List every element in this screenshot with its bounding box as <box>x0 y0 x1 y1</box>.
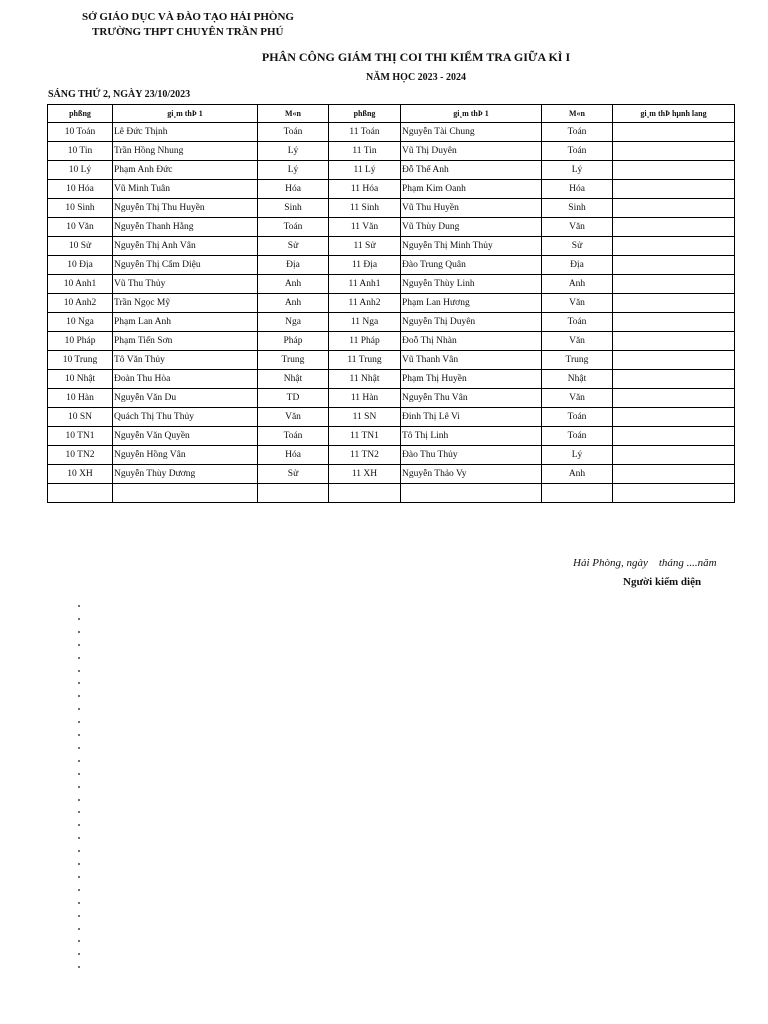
cell-subject-10: Hóa <box>258 446 329 465</box>
cell-proctor-10: Nguyễn Văn Quyền <box>113 427 258 446</box>
guide-dot <box>78 631 80 633</box>
cell-proctor-10 <box>113 484 258 503</box>
cell-subject-10 <box>258 484 329 503</box>
place-date-line: Hải Phòng, ngày tháng ....năm <box>573 557 717 569</box>
cell-subject-10: Nga <box>258 313 329 332</box>
cell-subject-10: Toán <box>258 427 329 446</box>
cell-room-10: 10 TN1 <box>48 427 113 446</box>
cell-room-11: 11 Văn <box>329 218 401 237</box>
cell-subject-10: Nhật <box>258 370 329 389</box>
table-row <box>48 351 735 370</box>
cell-proctor-10: Nguyễn Thùy Dương <box>113 465 258 484</box>
cell-subject-10: Sử <box>258 465 329 484</box>
table-row <box>48 465 735 484</box>
guide-dot <box>78 824 80 826</box>
table-row <box>48 408 735 427</box>
cell-room-10: 10 Hóa <box>48 180 113 199</box>
cell-hallway-proctor <box>613 199 735 218</box>
guide-dot <box>78 708 80 710</box>
guide-dot <box>78 618 80 620</box>
cell-proctor-11: Đào Trung Quân <box>401 256 542 275</box>
cell-proctor-10: Vũ Thu Thủy <box>113 275 258 294</box>
cell-proctor-11: Nguyễn Tài Chung <box>401 123 542 142</box>
guide-dot <box>78 837 80 839</box>
cell-proctor-11: Vũ Thùy Dung <box>401 218 542 237</box>
cell-room-10 <box>48 484 113 503</box>
cell-subject-11: Anh <box>542 465 613 484</box>
cell-proctor-10: Nguyễn Thị Thu Huyền <box>113 199 258 218</box>
guide-dot <box>78 760 80 762</box>
cell-hallway-proctor <box>613 256 735 275</box>
cell-proctor-11: Nguyễn Thảo Vy <box>401 465 542 484</box>
table-row <box>48 332 735 351</box>
table-row <box>48 199 735 218</box>
cell-proctor-11: Nguyễn Thị Duyên <box>401 313 542 332</box>
cell-hallway-proctor <box>613 294 735 313</box>
cell-room-11: 11 Trung <box>329 351 401 370</box>
cell-subject-11: Anh <box>542 275 613 294</box>
cell-hallway-proctor <box>613 218 735 237</box>
header-room-10: phßng <box>48 105 113 123</box>
guide-dot <box>78 915 80 917</box>
table-row <box>48 142 735 161</box>
table-row <box>48 237 735 256</box>
cell-proctor-11: Phạm Kim Oanh <box>401 180 542 199</box>
table-row <box>48 389 735 408</box>
cell-room-11: 11 Hàn <box>329 389 401 408</box>
cell-room-11: 11 Tin <box>329 142 401 161</box>
table-row <box>48 123 735 142</box>
cell-room-11: 11 Anh2 <box>329 294 401 313</box>
cell-hallway-proctor <box>613 123 735 142</box>
table-row <box>48 446 735 465</box>
guide-dot <box>78 786 80 788</box>
table-row <box>48 370 735 389</box>
cell-room-11: 11 Sử <box>329 237 401 256</box>
cell-room-10: 10 Văn <box>48 218 113 237</box>
cell-hallway-proctor <box>613 389 735 408</box>
cell-room-10: 10 Nhật <box>48 370 113 389</box>
cell-subject-11: Sử <box>542 237 613 256</box>
cell-room-10: 10 Anh1 <box>48 275 113 294</box>
cell-proctor-11: Phạm Lan Hương <box>401 294 542 313</box>
cell-proctor-10: Trần Hồng Nhung <box>113 142 258 161</box>
cell-room-10: 10 Nga <box>48 313 113 332</box>
table-header-row <box>48 105 735 123</box>
assignment-table <box>47 104 735 503</box>
cell-proctor-10: Tô Văn Thủy <box>113 351 258 370</box>
cell-proctor-11: Nguyễn Thị Minh Thủy <box>401 237 542 256</box>
cell-hallway-proctor <box>613 180 735 199</box>
school-year: NĂM HỌC 2023 - 2024 <box>366 72 466 83</box>
cell-room-11: 11 Lý <box>329 161 401 180</box>
guide-dot <box>78 747 80 749</box>
cell-proctor-10: Đoàn Thu Hòa <box>113 370 258 389</box>
cell-subject-10: Lý <box>258 161 329 180</box>
cell-room-10: 10 Sử <box>48 237 113 256</box>
cell-subject-10: Pháp <box>258 332 329 351</box>
cell-room-11: 11 SN <box>329 408 401 427</box>
guide-dot <box>78 850 80 852</box>
session-label: SÁNG THỨ 2, NGÀY 23/10/2023 <box>48 89 191 100</box>
cell-subject-10: Lý <box>258 142 329 161</box>
table-row <box>48 275 735 294</box>
guide-dot <box>78 773 80 775</box>
cell-proctor-10: Phạm Tiến Sơn <box>113 332 258 351</box>
department-name: SỞ GIÁO DỤC VÀ ĐÀO TẠO HẢI PHÒNG <box>82 11 294 23</box>
cell-proctor-11: Tô Thị Linh <box>401 427 542 446</box>
guide-dot <box>78 811 80 813</box>
cell-subject-11: Toán <box>542 142 613 161</box>
cell-subject-10: Anh <box>258 275 329 294</box>
document-title: PHÂN CÔNG GIÁM THỊ COI THI KIỂM TRA GIỮA KÌ I <box>261 50 571 64</box>
cell-room-10: 10 Hàn <box>48 389 113 408</box>
cell-room-11 <box>329 484 401 503</box>
header-proctor-11: gi¸m thÞ 1 <box>401 105 542 123</box>
cell-proctor-10: Nguyễn Văn Du <box>113 389 258 408</box>
cell-room-11: 11 Toán <box>329 123 401 142</box>
cell-proctor-11: Nguyễn Thùy Linh <box>401 275 542 294</box>
cell-subject-11: Toán <box>542 123 613 142</box>
cell-proctor-10: Nguyễn Thanh Hằng <box>113 218 258 237</box>
guide-dot <box>78 721 80 723</box>
cell-subject-10: TD <box>258 389 329 408</box>
cell-room-10: 10 Lý <box>48 161 113 180</box>
header-room-11: phßng <box>329 105 401 123</box>
cell-subject-11: Sinh <box>542 199 613 218</box>
guide-dot <box>78 695 80 697</box>
header-hallway-proctor: gi¸m thÞ hµnh lang <box>613 105 735 123</box>
guide-dot <box>78 876 80 878</box>
cell-subject-11: Toán <box>542 313 613 332</box>
table-row <box>48 313 735 332</box>
cell-proctor-11: Vũ Thu Huyền <box>401 199 542 218</box>
cell-subject-11: Nhật <box>542 370 613 389</box>
cell-room-10: 10 XH <box>48 465 113 484</box>
guide-dot <box>78 889 80 891</box>
cell-subject-11: Toán <box>542 427 613 446</box>
cell-subject-10: Toán <box>258 218 329 237</box>
table-row <box>48 294 735 313</box>
cell-subject-11: Lý <box>542 161 613 180</box>
guide-dot <box>78 902 80 904</box>
cell-subject-10: Văn <box>258 408 329 427</box>
cell-subject-10: Hóa <box>258 180 329 199</box>
table-row <box>48 256 735 275</box>
cell-proctor-10: Nguyễn Thị Cẩm Diệu <box>113 256 258 275</box>
cell-proctor-10: Trần Ngọc Mỹ <box>113 294 258 313</box>
cell-subject-11: Văn <box>542 389 613 408</box>
cell-room-10: 10 Anh2 <box>48 294 113 313</box>
cell-subject-11: Lý <box>542 446 613 465</box>
table-row <box>48 161 735 180</box>
header-subject-11: M«n <box>542 105 613 123</box>
cell-hallway-proctor <box>613 370 735 389</box>
guide-dot <box>78 734 80 736</box>
table-row <box>48 180 735 199</box>
cell-hallway-proctor <box>613 161 735 180</box>
cell-proctor-10: Nguyễn Hồng Vân <box>113 446 258 465</box>
cell-subject-11: Văn <box>542 218 613 237</box>
table-row <box>48 484 735 503</box>
cell-proctor-11: Đinh Thị Lê Vi <box>401 408 542 427</box>
cell-subject-11: Văn <box>542 294 613 313</box>
cell-room-10: 10 Địa <box>48 256 113 275</box>
cell-proctor-11: Đoỗ Thị Nhàn <box>401 332 542 351</box>
cell-proctor-10: Nguyễn Thị Anh Vân <box>113 237 258 256</box>
guide-dot <box>78 928 80 930</box>
cell-room-11: 11 TN2 <box>329 446 401 465</box>
cell-subject-10: Sinh <box>258 199 329 218</box>
guide-dot <box>78 799 80 801</box>
cell-hallway-proctor <box>613 408 735 427</box>
cell-room-10: 10 Pháp <box>48 332 113 351</box>
cell-hallway-proctor <box>613 237 735 256</box>
cell-proctor-11: Đỗ Thế Anh <box>401 161 542 180</box>
guide-dot <box>78 644 80 646</box>
guide-dot <box>78 682 80 684</box>
cell-proctor-10: Vũ Minh Tuân <box>113 180 258 199</box>
cell-subject-10: Địa <box>258 256 329 275</box>
cell-proctor-11: Nguyễn Thu Vân <box>401 389 542 408</box>
cell-room-11: 11 Nhật <box>329 370 401 389</box>
cell-hallway-proctor <box>613 446 735 465</box>
guide-dot <box>78 605 80 607</box>
cell-hallway-proctor <box>613 427 735 446</box>
guide-dot <box>78 966 80 968</box>
cell-subject-11 <box>542 484 613 503</box>
cell-room-11: 11 XH <box>329 465 401 484</box>
cell-room-10: 10 Sinh <box>48 199 113 218</box>
cell-subject-11: Trung <box>542 351 613 370</box>
guide-dot <box>78 953 80 955</box>
cell-proctor-11: Vũ Thanh Vân <box>401 351 542 370</box>
header-subject-10: M«n <box>258 105 329 123</box>
cell-room-10: 10 SN <box>48 408 113 427</box>
cell-room-10: 10 Toán <box>48 123 113 142</box>
cell-subject-11: Toán <box>542 408 613 427</box>
cell-room-10: 10 Tin <box>48 142 113 161</box>
cell-hallway-proctor <box>613 465 735 484</box>
cell-subject-10: Trung <box>258 351 329 370</box>
table-body <box>48 123 735 503</box>
cell-proctor-11: Vũ Thị Duyên <box>401 142 542 161</box>
cell-room-11: 11 Pháp <box>329 332 401 351</box>
cell-hallway-proctor <box>613 313 735 332</box>
guide-dot <box>78 670 80 672</box>
cell-subject-11: Văn <box>542 332 613 351</box>
cell-proctor-10: Quách Thị Thu Thủy <box>113 408 258 427</box>
table-row <box>48 218 735 237</box>
cell-subject-11: Hóa <box>542 180 613 199</box>
cell-room-11: 11 Hóa <box>329 180 401 199</box>
cell-hallway-proctor <box>613 275 735 294</box>
cell-room-11: 11 Anh1 <box>329 275 401 294</box>
cell-room-10: 10 TN2 <box>48 446 113 465</box>
cell-hallway-proctor <box>613 142 735 161</box>
cell-room-11: 11 TN1 <box>329 427 401 446</box>
signer-title: Người kiểm diện <box>623 576 702 588</box>
cell-proctor-11 <box>401 484 542 503</box>
header-proctor-10: gi¸m thÞ 1 <box>113 105 258 123</box>
cell-room-10: 10 Trung <box>48 351 113 370</box>
guide-dot <box>78 940 80 942</box>
cell-subject-11: Địa <box>542 256 613 275</box>
cell-room-11: 11 Sinh <box>329 199 401 218</box>
cell-room-11: 11 Nga <box>329 313 401 332</box>
table-row <box>48 427 735 446</box>
school-name: TRƯỜNG THPT CHUYÊN TRẦN PHÚ <box>92 26 284 38</box>
cell-proctor-11: Phạm Thị Huyền <box>401 370 542 389</box>
cell-hallway-proctor <box>613 332 735 351</box>
cell-proctor-10: Phạm Anh Đức <box>113 161 258 180</box>
guide-dot <box>78 863 80 865</box>
cell-proctor-11: Đào Thu Thủy <box>401 446 542 465</box>
cell-subject-10: Sử <box>258 237 329 256</box>
guide-dot <box>78 657 80 659</box>
cell-room-11: 11 Địa <box>329 256 401 275</box>
cell-subject-10: Toán <box>258 123 329 142</box>
cell-proctor-10: Phạm Lan Anh <box>113 313 258 332</box>
cell-subject-10: Anh <box>258 294 329 313</box>
cell-hallway-proctor <box>613 484 735 503</box>
cell-hallway-proctor <box>613 351 735 370</box>
cell-proctor-10: Lê Đức Thịnh <box>113 123 258 142</box>
